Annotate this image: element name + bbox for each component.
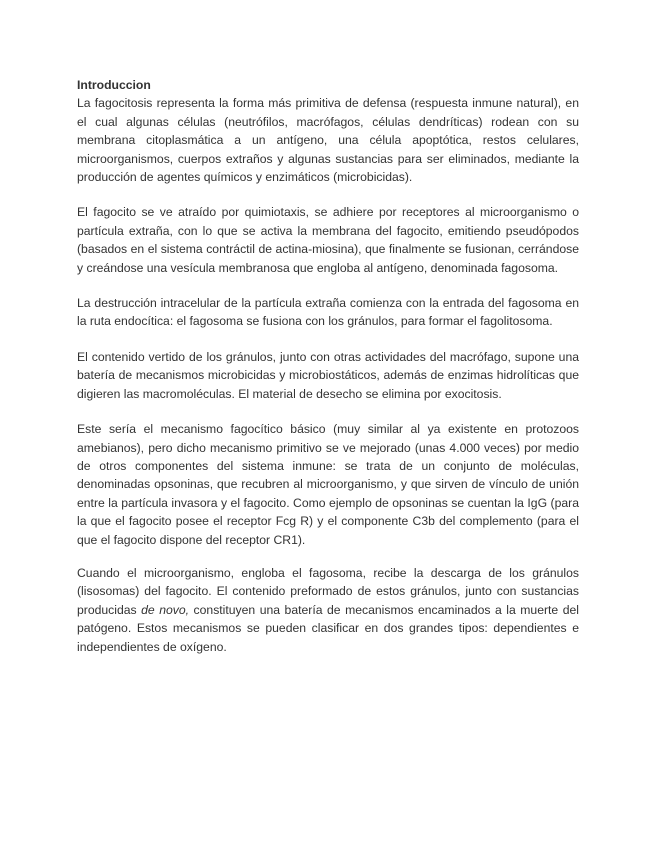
- paragraph-descarga-lisosomas: [77, 564, 579, 656]
- paragraph-text-before: Cuando el microorganismo, engloba el fagosoma, recibe la descarga de los gránulos (lisosomas) del fagocito. El contenido preformado de estos gránulos, junto con sustancias producidas: [77, 565, 579, 617]
- paragraph-contenido-granulos: El contenido vertido de los gránulos, junto con otras actividades del macrófago, supone una batería de mecanismos microbicidas y microbiostáticos, además de enzimas hidrolíticas que digieren las macromoléculas. El material de desecho se elimina por exocitosis.: [77, 349, 579, 401]
- italic-term: de novo,: [141, 602, 190, 617]
- document-page: [77, 76, 579, 673]
- section-heading: Introduccion: [77, 78, 151, 92]
- paragraph-fagocitosis-definition: La fagocitosis representa la forma más primitiva de defensa (respuesta inmune natural), en el cual algunas células (neutrófilos, macrófagos, células dendríticas) rodean con su membrana citoplasmática a un antígeno, una célula apoptótica, restos celulares, microorganismos, cuerpos extraños y algunas sustancias para ser eliminados, mediante la producción de agentes químicos y enzimáticos (microbicidas).: [77, 96, 579, 185]
- paragraph-fagocito-atraccion: El fagocito se ve atraído por quimiotaxis, se adhiere por receptores al microorganismo o partícula extraña, con lo que se activa la membrana del fagocito, emitiendo pseudópodos (basados en el sistema contráctil de actina-miosina), que finalmente se fusionan, cerrándose y creándose una vesícula membranosa que engloba al antígeno, denominada fagosoma.: [77, 205, 579, 275]
- paragraph-destruccion-intracelular: La destrucción intracelular de la partícula extraña comienza con la entrada del fagosoma en la ruta endocítica: el fagosoma se fusiona con los gránulos, para formar el fagolitosoma.: [77, 296, 579, 329]
- paragraph-text-after: constituyen una batería de mecanismos encaminados a la muerte del patógeno. Estos mecanismos se pueden clasificar en dos grandes tipos: dependientes e independientes de oxígeno.: [77, 602, 579, 654]
- paragraph-opsoninas: Este sería el mecanismo fagocítico básico (muy similar al ya existente en protozoos amebianos), pero dicho mecanismo primitivo se ve mejorado (unas 4.000 veces) por medio de otros componentes del sistema inmune: se trata de un conjunto de moléculas, denominadas opsoninas, que recubren al microorganismo, y que sirven de vínculo de unión entre la partícula invasora y el fagocito. Como ejemplo de opsoninas se cuentan la IgG (para la que el fagocito posee el receptor Fcg R) y el componente C3b del complemento (para el que el fagocito dispone del receptor CR1).: [77, 422, 579, 547]
